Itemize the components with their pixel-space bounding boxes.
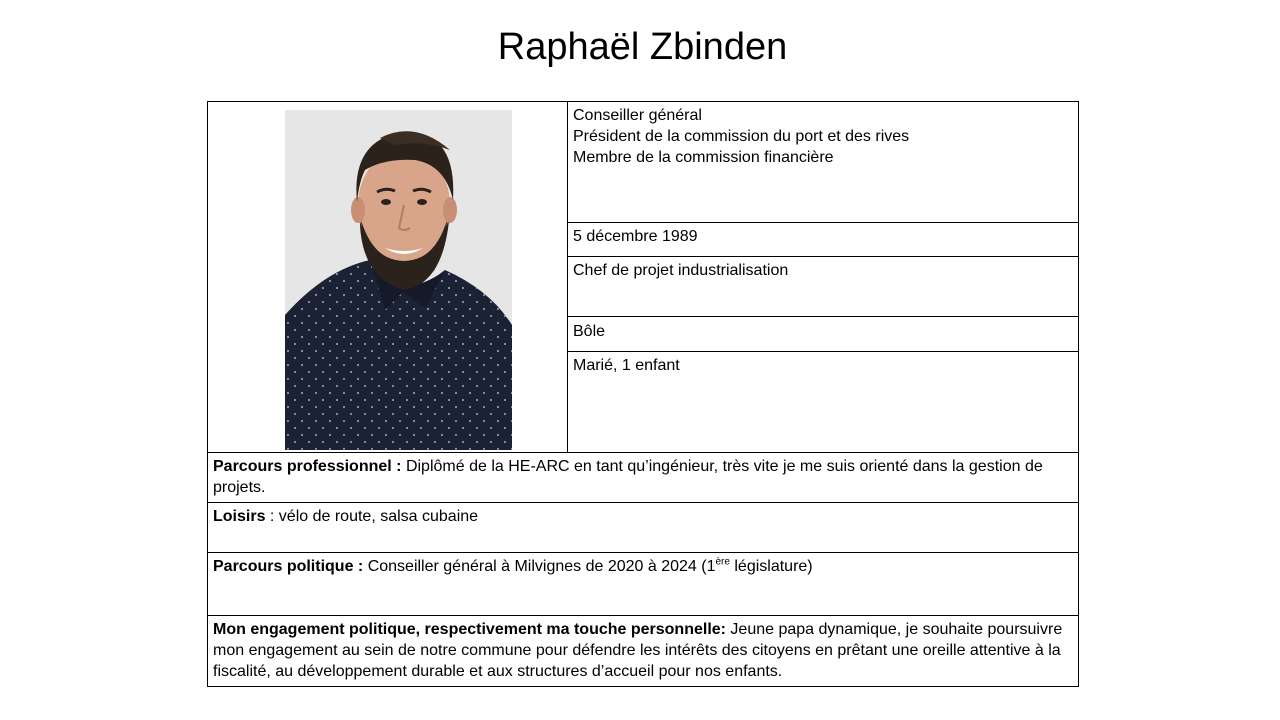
table-border-bottom — [207, 686, 1079, 687]
roles-block — [573, 105, 909, 168]
table-border-left — [207, 101, 208, 687]
portrait-photo — [285, 110, 512, 450]
section-text: Conseiller général à Milvignes de 2020 à 2024 (1 — [363, 558, 716, 575]
family-status: Marié, 1 enfant — [573, 357, 680, 374]
ordinal-suffix: ère — [715, 556, 730, 568]
professional-background — [213, 456, 1068, 498]
birth-date: 5 décembre 1989 — [573, 228, 698, 245]
row-divider — [207, 552, 1079, 553]
profession: Chef de projet industrialisation — [573, 262, 789, 279]
row-divider — [207, 452, 1079, 453]
section-label: Parcours professionnel : — [213, 458, 402, 475]
table-border-top — [207, 101, 1079, 102]
residence: Bôle — [573, 323, 606, 340]
section-text: Jeune papa dynamique, je souhaite poursuivre mon engagement au sein de notre commune pour défendre les intérêts des citoyens en prêtant une oreille attentive à la fiscalité, au développement durable et aux structures d’accueil pour nos enfants. — [213, 621, 1063, 680]
row-divider — [567, 351, 1079, 352]
column-divider — [567, 101, 568, 452]
row-divider — [567, 316, 1079, 317]
row-divider — [567, 222, 1079, 223]
page-title: Raphaël Zbinden — [497, 26, 788, 68]
section-label: Loisirs — [213, 508, 266, 525]
row-divider — [207, 502, 1079, 503]
political-background — [213, 556, 1068, 577]
section-label: Parcours politique : — [213, 558, 364, 575]
profile-table — [207, 101, 1079, 687]
section-text: : vélo de route, salsa cubaine — [265, 508, 479, 525]
hobbies — [213, 506, 1068, 527]
role-line: Conseiller général — [573, 107, 702, 124]
section-label: Mon engagement politique, respectivement ma touche personnelle: — [213, 621, 726, 638]
row-divider — [207, 615, 1079, 616]
role-line: Président de la commission du port et des rives — [573, 128, 910, 145]
row-divider — [567, 256, 1079, 257]
section-text: législature) — [729, 558, 813, 575]
role-line: Membre de la commission financière — [573, 149, 834, 166]
political-engagement — [213, 619, 1063, 682]
section-text: Diplômé de la HE-ARC en tant qu’ingénieur, très vite je me suis orienté dans la gestion de projets. — [213, 458, 1043, 496]
table-border-right — [1078, 101, 1079, 687]
